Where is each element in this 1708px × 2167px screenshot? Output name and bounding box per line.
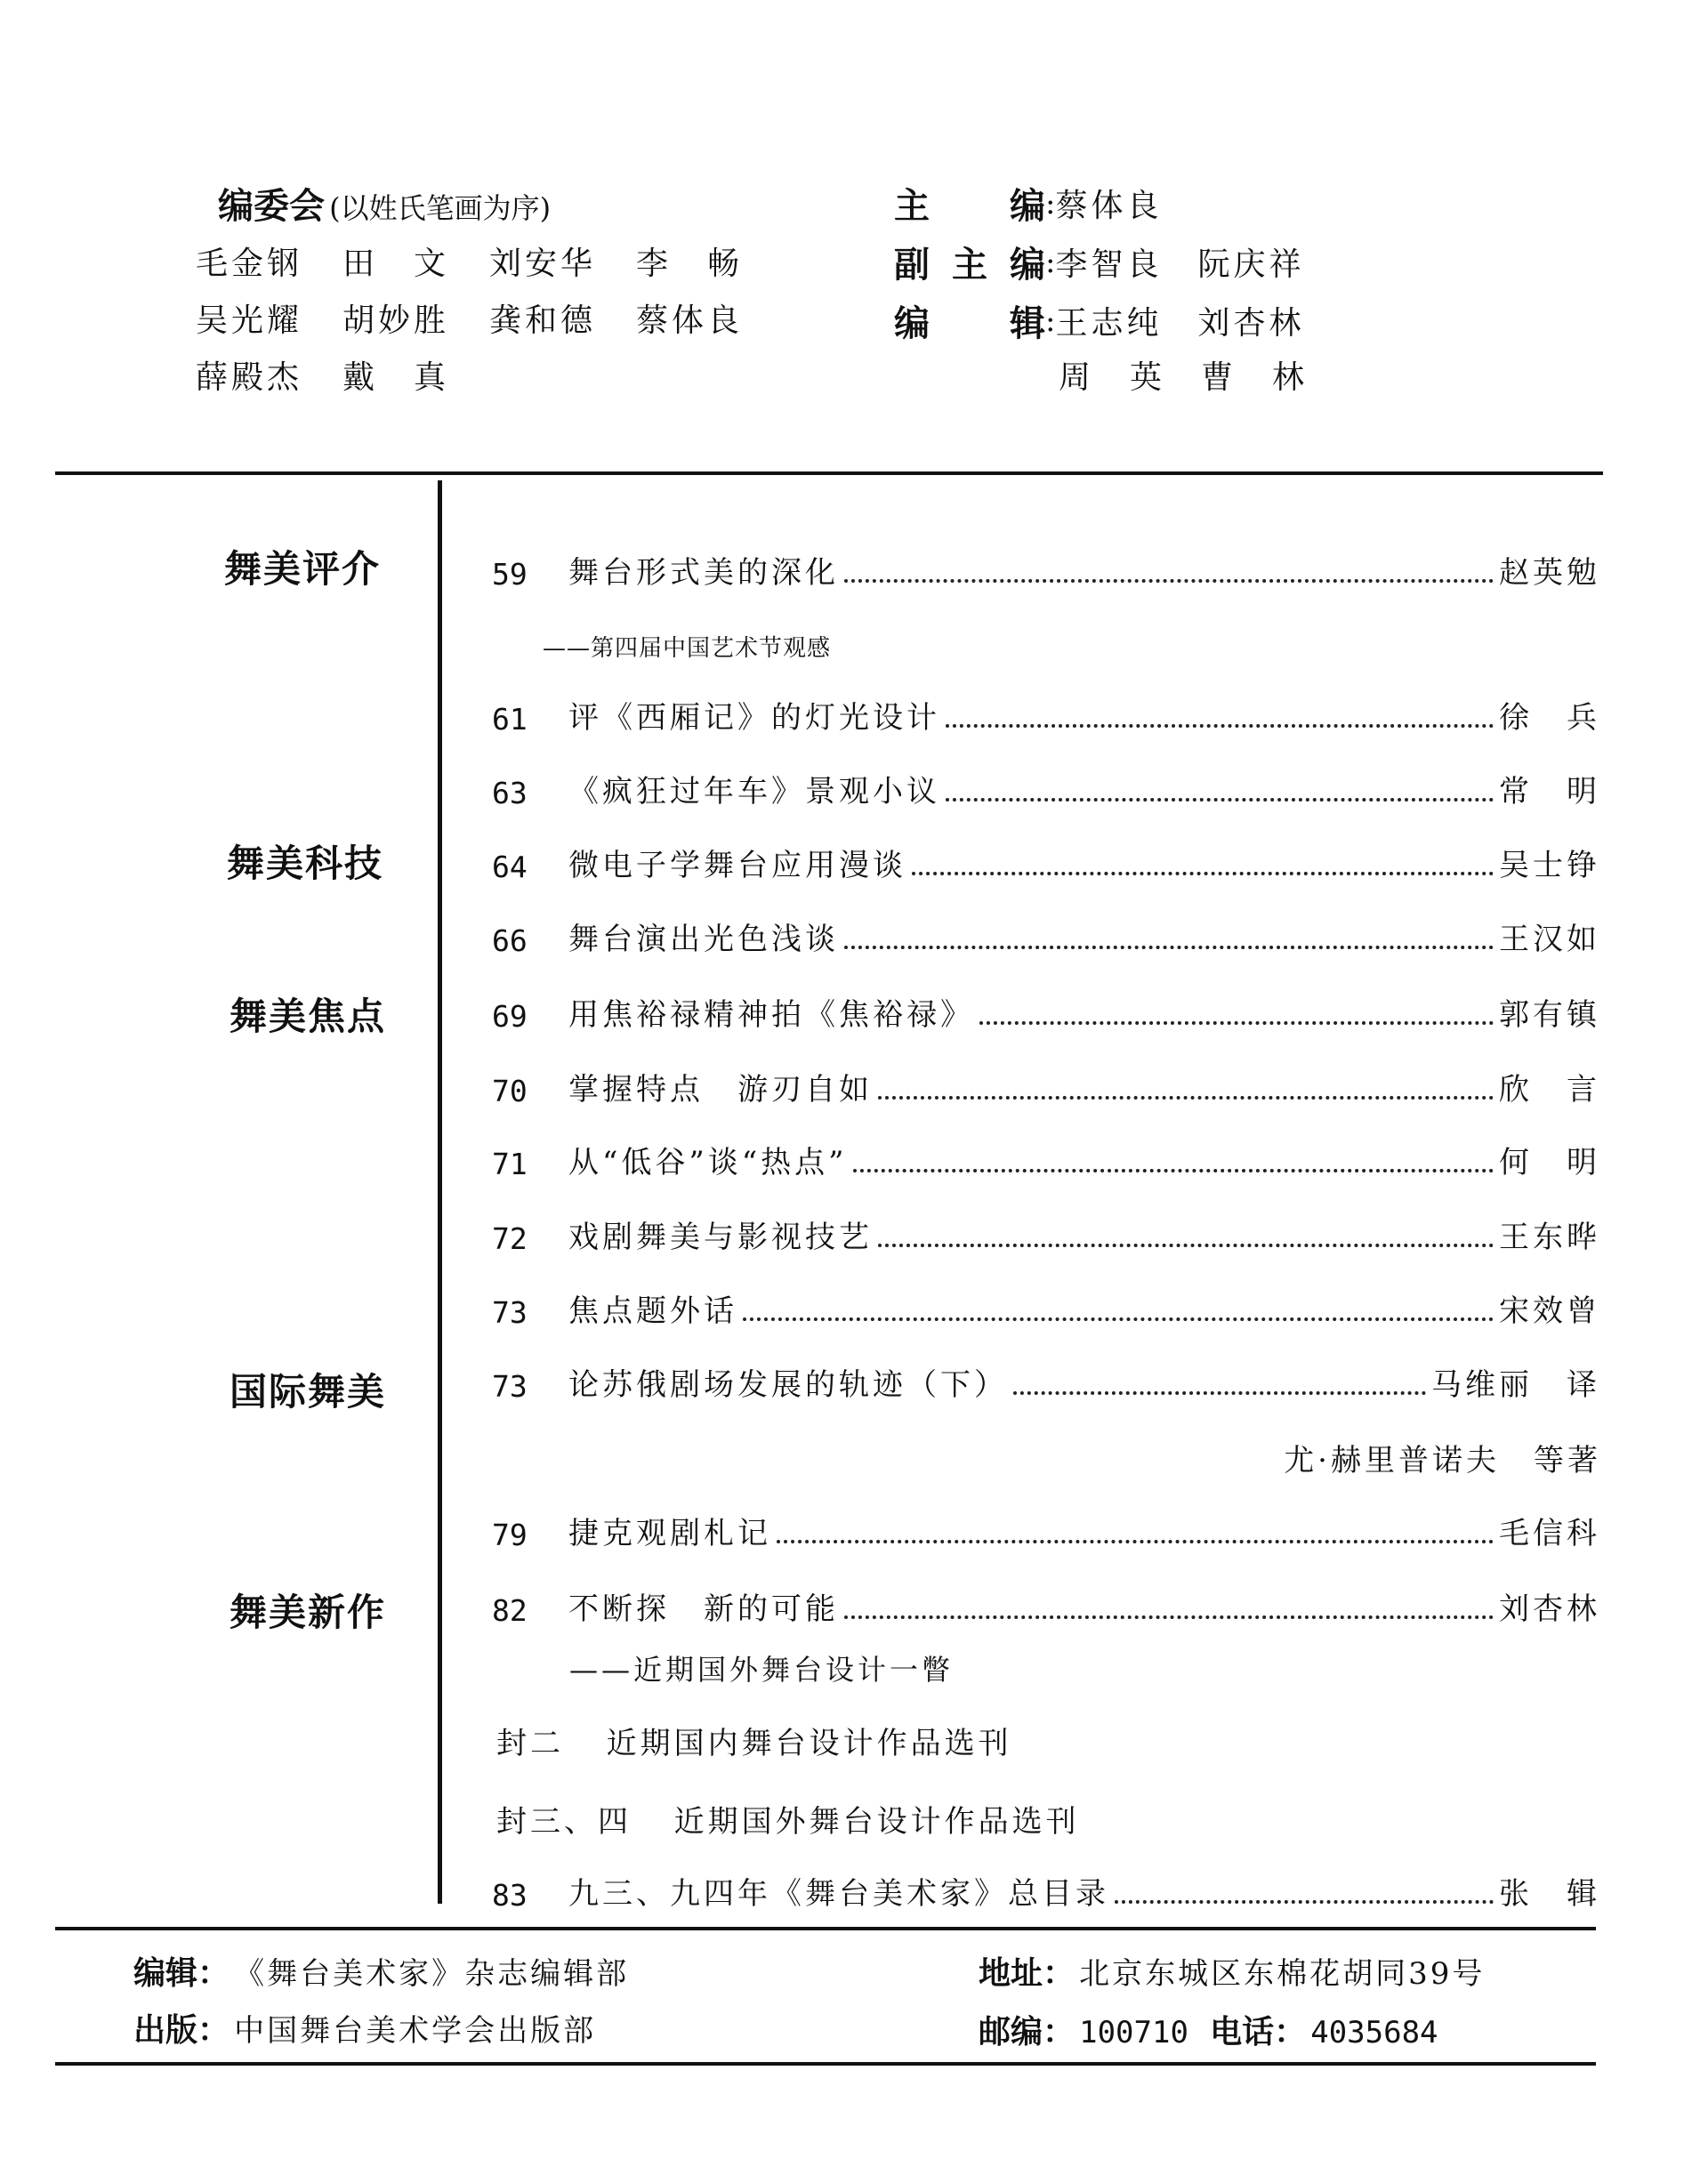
- section-label: 国际舞美: [230, 1370, 387, 1414]
- toc-author: 何 明: [1499, 1145, 1600, 1180]
- toc-entry[interactable]: [492, 766, 1600, 810]
- footer-postcode: 100710: [1079, 2015, 1188, 2050]
- toc-entry[interactable]: [492, 989, 1600, 1034]
- toc-leader: [743, 1317, 1494, 1321]
- toc-page-number: 61: [492, 702, 528, 737]
- toc-entry[interactable]: [492, 1137, 1600, 1181]
- cover-label: 封三、四: [496, 1804, 632, 1840]
- toc-author: 张 辑: [1499, 1876, 1600, 1912]
- toc-leader: [853, 1169, 1494, 1172]
- role-names: 李智良 阮庆祥: [1055, 246, 1305, 283]
- toc-author: 赵英勉: [1499, 555, 1600, 591]
- toc-title: 戏剧舞美与影视技艺: [568, 1220, 873, 1255]
- toc-leader: [844, 946, 1494, 949]
- member-name: 胡妙胜: [342, 302, 450, 339]
- section-label: 舞美新作: [230, 1591, 387, 1634]
- toc-page-number: 73: [492, 1369, 528, 1404]
- toc-leader: [1115, 1900, 1494, 1904]
- toc-leader: [777, 1540, 1494, 1543]
- toc-page-number: 59: [492, 557, 528, 592]
- toc-author: 马维丽 译: [1431, 1367, 1600, 1403]
- footer-value: 北京东城区东棉花胡同39号: [1079, 1956, 1486, 1992]
- toc-page-number: 70: [492, 1074, 528, 1108]
- role-chief-editor: [894, 178, 1162, 229]
- footer-value: 《舞台美术家》杂志编辑部: [234, 1956, 630, 1992]
- role-label: 副 主 编: [894, 245, 1045, 286]
- toc-author: 王东晔: [1499, 1220, 1600, 1255]
- toc-entry[interactable]: [492, 1212, 1600, 1256]
- toc-page-number: 72: [492, 1221, 528, 1256]
- role-editors: [894, 295, 1304, 346]
- toc-page-number: 66: [492, 923, 528, 958]
- toc-page-number: 63: [492, 776, 528, 810]
- toc-leader: [878, 1096, 1494, 1100]
- section-label: 舞美焦点: [230, 995, 387, 1038]
- committee-note: (以姓氏笔画为序): [329, 191, 552, 225]
- role-label: 编 辑: [894, 303, 1045, 344]
- toc-title: 九三、九四年《舞台美术家》总目录: [568, 1876, 1109, 1912]
- toc-leader: [878, 1244, 1494, 1247]
- role-names: 蔡体良: [1055, 188, 1163, 224]
- top-divider: [55, 471, 1603, 475]
- footer-phone: 4035684: [1310, 2015, 1438, 2050]
- role-colon: :: [1045, 185, 1056, 222]
- toc-entry[interactable]: [492, 692, 1600, 737]
- member-name: 戴 真: [342, 359, 450, 396]
- toc-leader: [1013, 1391, 1426, 1395]
- toc-page-number: 83: [492, 1878, 528, 1913]
- toc-subtitle: ——第四届中国艺术节观感: [543, 635, 832, 662]
- member-name: 李 畅: [636, 246, 744, 282]
- toc-title: 舞台演出光色浅谈: [568, 922, 839, 957]
- footer-label: 地址：: [979, 1955, 1076, 1992]
- section-label: 舞美科技: [227, 842, 384, 885]
- toc-author: 吴士铮: [1499, 848, 1600, 883]
- toc-subtitle: ——近期国外舞台设计一瞥: [569, 1653, 955, 1687]
- toc-page-number: 82: [492, 1593, 528, 1628]
- toc-title: 用焦裕禄精神拍《焦裕禄》: [568, 997, 974, 1033]
- footer-label: 电话：: [1210, 2014, 1307, 2050]
- member-name: 薛殿杰: [196, 359, 303, 396]
- toc-page-number: 79: [492, 1518, 528, 1552]
- toc-title: 不断探 新的可能: [568, 1591, 839, 1627]
- cover-label: 封二: [496, 1726, 564, 1761]
- toc-cover-entry[interactable]: [496, 1719, 1012, 1762]
- footer-label: 编辑：: [133, 1955, 230, 1992]
- role-colon: :: [1045, 244, 1056, 280]
- vertical-divider: [438, 480, 442, 1904]
- toc-page-number: 73: [492, 1295, 528, 1330]
- toc-author: 郭有镇: [1499, 997, 1600, 1033]
- footer-label: 出版：: [133, 2012, 230, 2049]
- footer-editor: [133, 1948, 629, 1994]
- footer-top-divider: [55, 1927, 1596, 1930]
- committee-title: 编委会: [218, 186, 325, 227]
- toc-title: 《疯狂过年车》景观小议: [568, 774, 940, 810]
- cover-text: 近期国外舞台设计作品选刊: [673, 1804, 1080, 1840]
- toc-entry[interactable]: [492, 1359, 1600, 1404]
- footer-postcode-phone: [979, 2007, 1438, 2052]
- footer-bottom-divider: [55, 2062, 1596, 2066]
- member-name: 吴光耀: [196, 302, 303, 339]
- toc-title: 掌握特点 游刃自如: [568, 1072, 873, 1108]
- role-editors-cont: [1059, 352, 1308, 398]
- role-label: 主 编: [894, 186, 1045, 227]
- toc-author: 毛信科: [1499, 1516, 1600, 1551]
- toc-title: 焦点题外话: [568, 1293, 737, 1329]
- toc-leader: [844, 1615, 1494, 1619]
- toc-entry[interactable]: [492, 1285, 1600, 1330]
- toc-author: 徐 兵: [1499, 700, 1600, 736]
- member-name: 龚和德: [489, 302, 597, 339]
- toc-page-number: 64: [492, 850, 528, 884]
- toc-entry[interactable]: [492, 547, 1600, 592]
- toc-title: 论苏俄剧场发展的轨迹（下）: [568, 1367, 1008, 1403]
- toc-leader: [844, 579, 1494, 583]
- member-name: 毛金钢: [196, 246, 303, 282]
- toc-page-number: 69: [492, 999, 528, 1034]
- toc-author: 王汉如: [1499, 922, 1600, 957]
- toc-entry[interactable]: [492, 840, 1600, 884]
- toc-author: 常 明: [1499, 774, 1600, 810]
- role-colon: :: [1045, 302, 1056, 339]
- toc-author: 宋效曾: [1499, 1293, 1600, 1329]
- cover-text: 近期国内舞台设计作品选刊: [606, 1726, 1012, 1761]
- toc-cover-entry[interactable]: [496, 1797, 1080, 1841]
- footer-publisher: [133, 2005, 596, 2050]
- member-name: 刘安华: [489, 246, 597, 282]
- toc-title: 捷克观剧札记: [568, 1516, 771, 1551]
- toc-title: 从“低谷”谈“热点”: [568, 1145, 848, 1180]
- role-names: 王志纯 刘杏林: [1055, 305, 1305, 342]
- toc-leader: [946, 798, 1494, 802]
- toc-title: 舞台形式美的深化: [568, 555, 839, 591]
- toc-leader: [912, 872, 1494, 875]
- toc-leader: [946, 724, 1494, 728]
- toc-entry[interactable]: [492, 1064, 1600, 1108]
- toc-author: 欣 言: [1499, 1072, 1600, 1108]
- role-deputy-editor: [894, 237, 1304, 287]
- editorial-committee-heading: [218, 178, 551, 229]
- toc-title: 微电子学舞台应用漫谈: [568, 848, 906, 883]
- toc-entry[interactable]: [492, 914, 1600, 958]
- footer-label: 邮编：: [979, 2014, 1076, 2050]
- footer-value: 中国舞台美术学会出版部: [234, 2013, 597, 2049]
- section-label: 舞美评介: [224, 547, 382, 591]
- toc-entry[interactable]: [492, 1583, 1600, 1628]
- toc-page-number: 71: [492, 1147, 528, 1181]
- toc-byline: 尤·赫里普诺夫 等著: [1284, 1443, 1601, 1478]
- member-name: 蔡体良: [636, 302, 744, 339]
- toc-author: 刘杏林: [1499, 1591, 1600, 1627]
- footer-address: [979, 1948, 1485, 1994]
- toc-entry[interactable]: [492, 1868, 1600, 1913]
- toc-title: 评《西厢记》的灯光设计: [568, 700, 940, 736]
- toc-leader: [979, 1021, 1494, 1025]
- toc-entry[interactable]: [492, 1508, 1600, 1552]
- role-names: 周 英 曹 林: [1059, 359, 1309, 396]
- member-name: 田 文: [342, 246, 450, 282]
